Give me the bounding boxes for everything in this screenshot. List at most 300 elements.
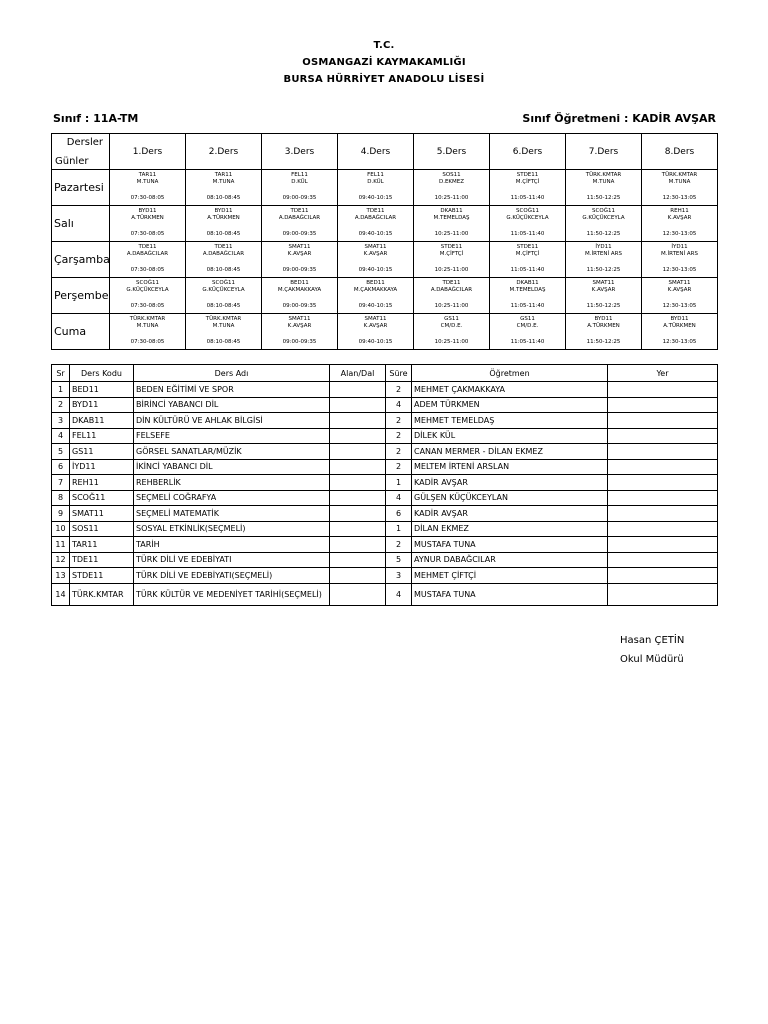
lesson-code: SCOĞ11: [136, 280, 159, 286]
course-code: GS11: [70, 444, 134, 460]
course-code: SOS11: [70, 521, 134, 537]
course-sure: 2: [386, 537, 412, 553]
lesson-time: 12:30-13:05: [662, 339, 697, 345]
lesson-code: SMAT11: [592, 280, 615, 286]
header-line-tc: T.C.: [373, 40, 395, 51]
lesson-time: 12:30-13:05: [662, 195, 697, 201]
lesson-code: STDE11: [516, 244, 539, 250]
course-teacher: KADİR AVŞAR: [412, 506, 608, 522]
lesson-cell: [186, 206, 262, 242]
col-header-teacher: Öğretmen: [412, 365, 608, 382]
lesson-code: TÜRK.KMTAR: [205, 316, 242, 322]
lesson-teacher: M.TUNA: [592, 179, 615, 185]
lesson-time: 12:30-13:05: [662, 267, 697, 273]
lesson-time: 07:30-08:05: [130, 339, 165, 345]
course-code: TAR11: [70, 537, 134, 553]
course-row: [52, 537, 718, 553]
lesson-cell: [338, 170, 414, 206]
course-row: [52, 552, 718, 568]
course-alan: [330, 521, 386, 537]
course-alan: [330, 490, 386, 506]
lesson-time: 07:30-08:05: [130, 303, 165, 309]
course-row: [52, 444, 718, 460]
course-sure: 2: [386, 444, 412, 460]
course-sure: 2: [386, 428, 412, 444]
course-sure: 2: [386, 382, 412, 398]
lesson-code: TDE11: [366, 208, 385, 214]
course-row: [52, 490, 718, 506]
lesson-time: 11:05-11:40: [510, 339, 545, 345]
day-name-cell: Pazartesi: [52, 170, 110, 206]
schedule-day-row: [52, 206, 718, 242]
course-code: SCOĞ11: [70, 490, 134, 506]
course-sr: 12: [52, 552, 70, 568]
lesson-teacher: A.TÜRKMEN: [207, 215, 240, 221]
course-sr: 6: [52, 459, 70, 475]
lesson-teacher: M.TUNA: [212, 179, 235, 185]
lesson-code: FEL11: [367, 172, 384, 178]
course-teacher: MEHMET ÇAKMAKKAYA: [412, 382, 608, 398]
lesson-cell: [262, 170, 338, 206]
lesson-code: TAR11: [214, 172, 233, 178]
lesson-cell: [566, 206, 642, 242]
course-name: SEÇMELİ COĞRAFYA: [134, 490, 330, 506]
course-alan: [330, 552, 386, 568]
lesson-time: 11:50-12:25: [586, 303, 621, 309]
lesson-code: BYD11: [594, 316, 613, 322]
lesson-cell: [262, 242, 338, 278]
lesson-code: DKAB11: [440, 208, 463, 214]
lesson-teacher: M.TUNA: [212, 323, 235, 329]
course-row: [52, 428, 718, 444]
lesson-teacher: D.KÜL: [367, 179, 384, 185]
schedule-day-row: [52, 170, 718, 206]
lesson-time: 09:40-10:15: [358, 267, 393, 273]
lesson-teacher: G.KÜÇÜKCEYLA: [582, 215, 625, 221]
period-header: 6.Ders: [490, 134, 566, 170]
principal-name: Hasan ÇETİN: [620, 635, 685, 646]
course-sr: 2: [52, 397, 70, 413]
lesson-time: 11:05-11:40: [510, 267, 545, 273]
lesson-teacher: K.AVŞAR: [667, 215, 692, 221]
period-header: 8.Ders: [642, 134, 718, 170]
course-row: [52, 397, 718, 413]
lesson-time: 11:50-12:25: [586, 339, 621, 345]
course-sr: 9: [52, 506, 70, 522]
course-sr: 5: [52, 444, 70, 460]
period-header: 1.Ders: [110, 134, 186, 170]
lesson-time: 09:00-09:35: [282, 303, 317, 309]
course-sure: 1: [386, 521, 412, 537]
lesson-cell: [490, 206, 566, 242]
lesson-code: SOS11: [442, 172, 461, 178]
lesson-teacher: CM/D.E.: [516, 323, 539, 329]
period-header: 5.Ders: [414, 134, 490, 170]
course-teacher: GÜLŞEN KÜÇÜKCEYLAN: [412, 490, 608, 506]
lesson-cell: [110, 242, 186, 278]
lesson-cell: [186, 314, 262, 350]
lesson-code: SCOĞ11: [592, 208, 615, 214]
course-code: TÜRK.KMTAR: [70, 583, 134, 605]
day-name-cell: Çarşamba: [52, 242, 110, 278]
day-name-cell: Cuma: [52, 314, 110, 350]
lesson-cell: [642, 206, 718, 242]
lesson-cell: [262, 206, 338, 242]
course-yer: [608, 490, 718, 506]
lesson-time: 10:25-11:00: [434, 303, 469, 309]
course-name: SEÇMELİ MATEMATİK: [134, 506, 330, 522]
course-code: REH11: [70, 475, 134, 491]
course-sure: 6: [386, 506, 412, 522]
col-header-name: Ders Adı: [134, 365, 330, 382]
lesson-code: SMAT11: [364, 316, 387, 322]
course-sr: 3: [52, 413, 70, 429]
course-sure: 4: [386, 397, 412, 413]
lesson-cell: [262, 278, 338, 314]
col-header-sure: Süre: [386, 365, 412, 382]
lesson-cell: [490, 314, 566, 350]
course-sr: 13: [52, 568, 70, 584]
lesson-teacher: G.KÜÇÜKCEYLA: [506, 215, 549, 221]
lesson-time: 09:40-10:15: [358, 195, 393, 201]
course-yer: [608, 382, 718, 398]
course-yer: [608, 552, 718, 568]
course-teacher: DİLEK KÜL: [412, 428, 608, 444]
lesson-cell: [262, 314, 338, 350]
lesson-cell: [110, 170, 186, 206]
lesson-time: 09:40-10:15: [358, 231, 393, 237]
course-code: SMAT11: [70, 506, 134, 522]
header-line-school: BURSA HÜRRİYET ANADOLU LİSESİ: [283, 74, 485, 85]
course-teacher: MUSTAFA TUNA: [412, 583, 608, 605]
period-header: 2.Ders: [186, 134, 262, 170]
lesson-teacher: M.İRTENİ ARS: [661, 251, 698, 257]
course-name: DİN KÜLTÜRÜ VE AHLAK BİLGİSİ: [134, 413, 330, 429]
course-sr: 10: [52, 521, 70, 537]
lesson-code: BYD11: [214, 208, 233, 214]
lesson-time: 11:05-11:40: [510, 303, 545, 309]
course-yer: [608, 413, 718, 429]
lesson-code: TÜRK.KMTAR: [585, 172, 622, 178]
lesson-code: SMAT11: [288, 316, 311, 322]
lesson-code: TÜRK.KMTAR: [129, 316, 166, 322]
course-yer: [608, 459, 718, 475]
lesson-teacher: D.KÜL: [291, 179, 308, 185]
period-header: 7.Ders: [566, 134, 642, 170]
course-row: [52, 521, 718, 537]
schedule-day-row: [52, 242, 718, 278]
lesson-time: 10:25-11:00: [434, 231, 469, 237]
course-sr: 8: [52, 490, 70, 506]
schedule-day-row: [52, 278, 718, 314]
lesson-code: GS11: [444, 316, 459, 322]
course-sr: 14: [52, 583, 70, 605]
course-teacher: MELTEM İRTENİ ARSLAN: [412, 459, 608, 475]
course-alan: [330, 583, 386, 605]
col-header-code: Ders Kodu: [70, 365, 134, 382]
lesson-code: GS11: [520, 316, 535, 322]
lesson-cell: [186, 170, 262, 206]
lesson-code: SMAT11: [364, 244, 387, 250]
lesson-time: 10:25-11:00: [434, 267, 469, 273]
lesson-code: SMAT11: [288, 244, 311, 250]
course-teacher: CANAN MERMER - DİLAN EKMEZ: [412, 444, 608, 460]
course-alan: [330, 413, 386, 429]
lesson-teacher: A.TÜRKMEN: [587, 323, 620, 329]
lesson-teacher: M.ÇAKMAKKAYA: [277, 287, 322, 293]
lesson-cell: [566, 314, 642, 350]
lesson-teacher: M.TEMELDAŞ: [433, 215, 470, 221]
course-yer: [608, 506, 718, 522]
lesson-teacher: A.DABAĞCILAR: [202, 251, 245, 257]
lesson-teacher: K.AVŞAR: [667, 287, 692, 293]
period-header: 3.Ders: [262, 134, 338, 170]
lesson-cell: [490, 242, 566, 278]
course-name: BİRİNCİ YABANCI DİL: [134, 397, 330, 413]
lesson-teacher: K.AVŞAR: [591, 287, 616, 293]
course-teacher: MUSTAFA TUNA: [412, 537, 608, 553]
lesson-code: SCOĞ11: [212, 280, 235, 286]
lesson-cell: [110, 314, 186, 350]
course-name: GÖRSEL SANATLAR/MÜZİK: [134, 444, 330, 460]
course-teacher: ADEM TÜRKMEN: [412, 397, 608, 413]
course-row: [52, 475, 718, 491]
lesson-cell: [566, 278, 642, 314]
lesson-cell: [414, 206, 490, 242]
lesson-cell: [566, 170, 642, 206]
lesson-time: 09:40-10:15: [358, 339, 393, 345]
lesson-cell: [414, 278, 490, 314]
lesson-code: TDE11: [214, 244, 233, 250]
lesson-code: SCOĞ11: [516, 208, 539, 214]
course-alan: [330, 537, 386, 553]
lesson-time: 11:05-11:40: [510, 195, 545, 201]
course-alan: [330, 428, 386, 444]
lesson-time: 08:10-08:45: [206, 339, 241, 345]
course-alan: [330, 444, 386, 460]
lesson-cell: [338, 314, 414, 350]
course-teacher: KADİR AVŞAR: [412, 475, 608, 491]
lesson-teacher: G.KÜÇÜKCEYLA: [202, 287, 245, 293]
lesson-teacher: K.AVŞAR: [363, 251, 388, 257]
lesson-teacher: M.ÇAKMAKKAYA: [353, 287, 398, 293]
lesson-code: TÜRK.KMTAR: [661, 172, 698, 178]
lesson-cell: [642, 278, 718, 314]
schedule-corner-cell: [52, 134, 110, 170]
lesson-time: 08:10-08:45: [206, 195, 241, 201]
corner-dersler-label: Dersler: [66, 137, 103, 148]
course-row: [52, 413, 718, 429]
course-yer: [608, 568, 718, 584]
course-alan: [330, 506, 386, 522]
course-alan: [330, 382, 386, 398]
course-yer: [608, 475, 718, 491]
course-name: REHBERLİK: [134, 475, 330, 491]
lesson-teacher: M.TUNA: [668, 179, 691, 185]
class-label: Sınıf : 11A-TM: [53, 112, 139, 125]
lesson-time: 09:00-09:35: [282, 339, 317, 345]
lesson-cell: [642, 314, 718, 350]
lesson-code: BYD11: [138, 208, 157, 214]
course-sure: 4: [386, 583, 412, 605]
lesson-cell: [338, 278, 414, 314]
course-name: BEDEN EĞİTİMİ VE SPOR: [134, 382, 330, 398]
lesson-cell: [186, 278, 262, 314]
lesson-cell: [414, 170, 490, 206]
lesson-teacher: M.ÇİFTÇİ: [515, 251, 540, 257]
lesson-code: TDE11: [138, 244, 157, 250]
lesson-time: 10:25-11:00: [434, 195, 469, 201]
lesson-code: BYD11: [670, 316, 689, 322]
lesson-code: STDE11: [440, 244, 463, 250]
course-alan: [330, 475, 386, 491]
col-header-alan: Alan/Dal: [330, 365, 386, 382]
lesson-teacher: M.TUNA: [136, 323, 159, 329]
lesson-code: BED11: [366, 280, 385, 286]
course-alan: [330, 459, 386, 475]
lesson-cell: [642, 242, 718, 278]
course-code: STDE11: [70, 568, 134, 584]
course-row: [52, 382, 718, 398]
course-sure: 4: [386, 490, 412, 506]
lesson-cell: [338, 242, 414, 278]
course-name: FELSEFE: [134, 428, 330, 444]
lesson-cell: [490, 170, 566, 206]
lesson-time: 08:10-08:45: [206, 303, 241, 309]
lesson-cell: [490, 278, 566, 314]
lesson-teacher: M.TEMELDAŞ: [509, 287, 546, 293]
course-row: [52, 568, 718, 584]
corner-gunler-label: Günler: [55, 156, 89, 167]
header-line-kaymakamlik: OSMANGAZİ KAYMAKAMLIĞI: [302, 57, 466, 68]
lesson-time: 11:50-12:25: [586, 267, 621, 273]
lesson-time: 07:30-08:05: [130, 231, 165, 237]
lesson-code: DKAB11: [516, 280, 539, 286]
schedule-day-row: [52, 314, 718, 350]
lesson-cell: [338, 206, 414, 242]
course-code: BYD11: [70, 397, 134, 413]
course-code: FEL11: [70, 428, 134, 444]
lesson-time: 11:50-12:25: [586, 231, 621, 237]
period-header: 4.Ders: [338, 134, 414, 170]
lesson-teacher: A.DABAĞCILAR: [278, 215, 321, 221]
course-teacher: MEHMET TEMELDAŞ: [412, 413, 608, 429]
lesson-teacher: G.KÜÇÜKCEYLA: [126, 287, 169, 293]
course-list-table: [51, 364, 718, 606]
course-sr: 4: [52, 428, 70, 444]
course-yer: [608, 444, 718, 460]
lesson-teacher: K.AVŞAR: [287, 323, 312, 329]
lesson-code: BED11: [290, 280, 309, 286]
course-row: [52, 506, 718, 522]
course-code: DKAB11: [70, 413, 134, 429]
course-sure: 5: [386, 552, 412, 568]
lesson-teacher: A.DABAĞCILAR: [430, 287, 473, 293]
course-sure: 2: [386, 459, 412, 475]
lesson-teacher: D.EKMEZ: [438, 179, 465, 185]
lesson-teacher: A.DABAĞCILAR: [126, 251, 169, 257]
lesson-code: TDE11: [442, 280, 461, 286]
course-sure: 2: [386, 413, 412, 429]
course-name: TÜRK DİLİ VE EDEBİYATI(SEÇMELİ): [134, 568, 330, 584]
lesson-code: FEL11: [291, 172, 308, 178]
course-name: İKİNCİ YABANCI DİL: [134, 459, 330, 475]
course-alan: [330, 397, 386, 413]
col-header-sr: Sr: [52, 365, 70, 382]
course-header-row: [52, 365, 718, 382]
lesson-time: 11:05-11:40: [510, 231, 545, 237]
day-name-cell: Salı: [52, 206, 110, 242]
lesson-teacher: A.DABAĞCILAR: [354, 215, 397, 221]
lesson-code: İYD11: [671, 244, 688, 250]
lesson-cell: [110, 206, 186, 242]
lesson-cell: [566, 242, 642, 278]
lesson-teacher: K.AVŞAR: [287, 251, 312, 257]
course-name: TÜRK DİLİ VE EDEBİYATI: [134, 552, 330, 568]
day-name-cell: Perşembe: [52, 278, 110, 314]
lesson-code: SMAT11: [668, 280, 691, 286]
lesson-time: 08:10-08:45: [206, 267, 241, 273]
lesson-code: TAR11: [138, 172, 157, 178]
course-teacher: AYNUR DABAĞCILAR: [412, 552, 608, 568]
course-sr: 11: [52, 537, 70, 553]
lesson-time: 07:30-08:05: [130, 195, 165, 201]
class-teacher-label: Sınıf Öğretmeni : KADİR AVŞAR: [522, 112, 716, 125]
lesson-cell: [186, 242, 262, 278]
lesson-cell: [642, 170, 718, 206]
schedule-header-row: [52, 134, 718, 170]
lesson-time: 08:10-08:45: [206, 231, 241, 237]
lesson-time: 09:00-09:35: [282, 195, 317, 201]
course-sure: 3: [386, 568, 412, 584]
course-sure: 1: [386, 475, 412, 491]
course-code: BED11: [70, 382, 134, 398]
lesson-teacher: A.TÜRKMEN: [131, 215, 164, 221]
lesson-teacher: M.ÇİFTÇİ: [439, 251, 464, 257]
course-code: TDE11: [70, 552, 134, 568]
course-name: TÜRK KÜLTÜR VE MEDENİYET TARİHİ(SEÇMELİ): [134, 583, 330, 605]
lesson-time: 11:50-12:25: [586, 195, 621, 201]
weekly-schedule-table: [51, 133, 718, 350]
col-header-yer: Yer: [608, 365, 718, 382]
course-yer: [608, 521, 718, 537]
course-teacher: DİLAN EKMEZ: [412, 521, 608, 537]
course-code: İYD11: [70, 459, 134, 475]
lesson-cell: [414, 242, 490, 278]
lesson-time: 09:40-10:15: [358, 303, 393, 309]
lesson-time: 12:30-13:05: [662, 303, 697, 309]
lesson-time: 12:30-13:05: [662, 231, 697, 237]
lesson-teacher: A.TÜRKMEN: [663, 323, 696, 329]
course-teacher: MEHMET ÇİFTÇİ: [412, 568, 608, 584]
lesson-code: REH11: [670, 208, 689, 214]
course-yer: [608, 583, 718, 605]
course-sr: 7: [52, 475, 70, 491]
lesson-code: TDE11: [290, 208, 309, 214]
lesson-time: 09:00-09:35: [282, 267, 317, 273]
lesson-code: STDE11: [516, 172, 539, 178]
lesson-cell: [414, 314, 490, 350]
lesson-teacher: CM/D.E.: [440, 323, 463, 329]
course-yer: [608, 397, 718, 413]
course-yer: [608, 537, 718, 553]
lesson-cell: [110, 278, 186, 314]
course-name: SOSYAL ETKİNLİK(SEÇMELİ): [134, 521, 330, 537]
lesson-time: 07:30-08:05: [130, 267, 165, 273]
course-row: [52, 583, 718, 605]
lesson-teacher: M.TUNA: [136, 179, 159, 185]
course-row: [52, 459, 718, 475]
